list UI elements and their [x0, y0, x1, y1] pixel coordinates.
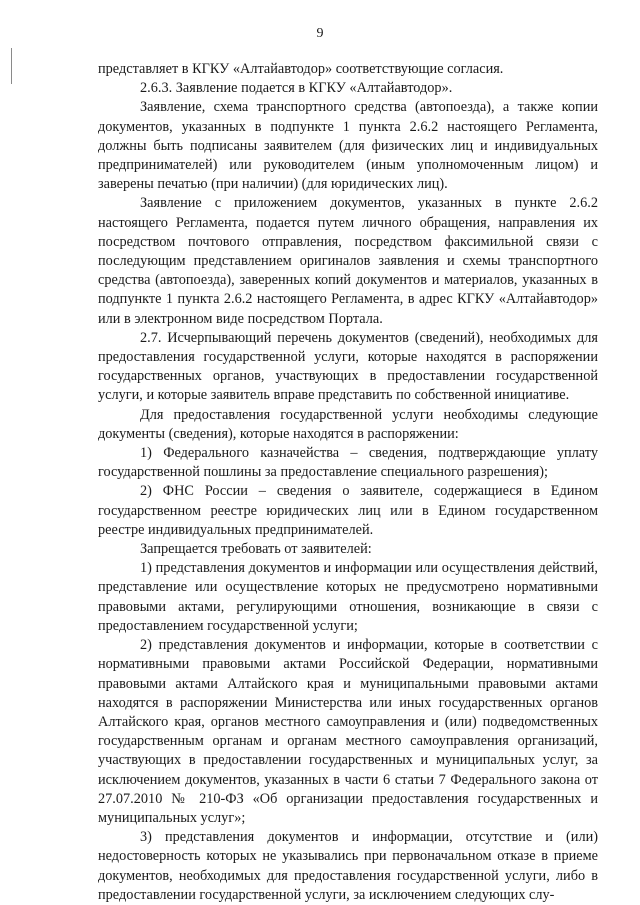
paragraph: 2) представления документов и информации, которые в соответствии с нормативными правовыми актами Российской Федерации, нормативными правовыми актами Алтайского края и муниципальными правовыми актами находятся в распоряжении Министерства или иных государственных органов Алтайского края, органов местного самоуправления и (или) подведомственных государственным органам и органам местного самоуправления организаций, участвующих в предоставлении государственных и муниципальных услуг, за исключением документов, указанных в части 6 статьи 7 Федерального закона от 27.07.2010 № 210-ФЗ «Об организации предоставления государственных и муниципальных услуг»; [98, 637, 598, 826]
paragraph: Заявление, схема транспортного средства (автопоезда), а также копии документов, указанных в подпункте 1 пункта 2.6.2 настоящего Регламента, должны быть подписаны заявителем (для физических лиц и индивидуальных предпринимателей) или руководителем (иным уполномоченным лицом) и заверены печатью (при наличии) (для юридических лиц). [98, 99, 598, 193]
paragraph: представляет в КГКУ «Алтайавтодор» соответствующие согласия. [98, 61, 504, 77]
margin-mark [11, 48, 12, 84]
document-body [98, 60, 598, 905]
paragraph: 3) представления документов и информации, отсутствие и (или) недостоверность которых не указывались при первоначальном отказе в приеме документов, необходимых для предоставления государственной услуги, либо в предоставлении государственной услуги, за исключением следующих слу- [98, 829, 598, 903]
paragraph: 2) ФНС России – сведения о заявителе, содержащиеся в Едином государственном реестре юридических лиц или в Едином государственном реестре индивидуальных предпринимателей. [98, 483, 598, 538]
paragraph: 2.7. Исчерпывающий перечень документов (сведений), необходимых для предоставления государственной услуги, которые находятся в распоряжении государственных органов, участвующих в предоставлении государственной услуги, и которые заявитель вправе представить по собственной инициативе. [98, 329, 598, 404]
paragraph: 1) Федерального казначейства – сведения, подтверждающие уплату государственной пошлины за предоставление специального разрешения); [98, 445, 598, 481]
paragraph: Для предоставления государственной услуги необходимы следующие документы (сведения), которые находятся в распоряжении: [98, 406, 598, 442]
paragraph: Заявление с приложением документов, указанных в пункте 2.6.2 настоящего Регламента, подается путем личного обращения, направления их посредством почтового отправления, посредством факсимильной связи с последующим представлением оригиналов заявления и схемы транспортного средства (автопоезда), заверенных копий документов и материалов, указанных в подпункте 1 пункта 2.6.2 настоящего Регламента, в адрес КГКУ «Алтайавтодор» или в электронном виде посредством Портала. [98, 195, 598, 327]
paragraph: 1) представления документов и информации или осуществления действий, представление или осуществление которых не предусмотрено нормативными правовыми актами, регулирующими отношения, возникающие в связи с предоставлением государственной услуги; [98, 560, 598, 634]
page-number: 9 [316, 26, 324, 41]
paragraph: Запрещается требовать от заявителей: [140, 541, 372, 558]
paragraph: 2.6.3. Заявление подается в КГКУ «Алтайавтодор». [140, 80, 453, 97]
